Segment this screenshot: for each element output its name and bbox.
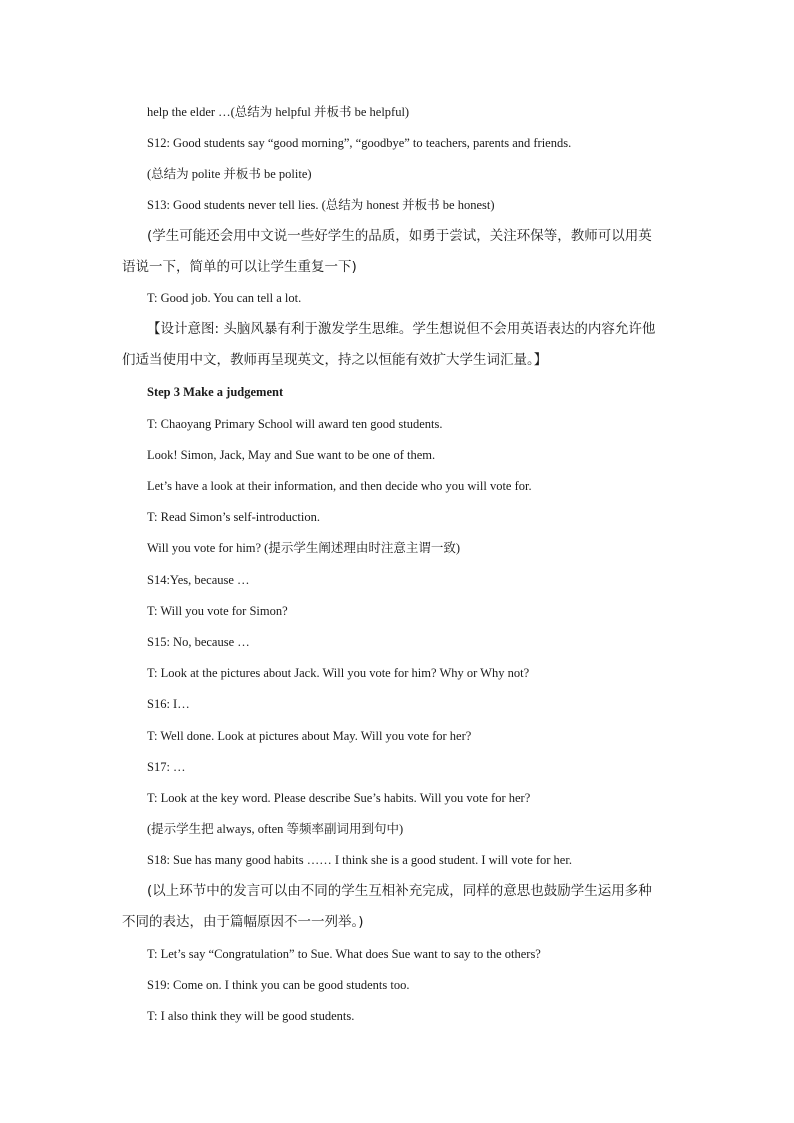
text-line: Look! Simon, Jack, May and Sue want to be one of them.	[147, 448, 436, 462]
text-line: T: Look at the pictures about Jack. Will you vote for him? Why or Why not?	[147, 666, 530, 680]
text-line: T: Will you vote for Simon?	[147, 604, 288, 618]
text-line: T: Let’s say “Congratulation” to Sue. What does Sue want to say to the others?	[147, 947, 541, 961]
section-heading: Step 3 Make a judgement	[147, 385, 284, 399]
text-line: T: I also think they will be good students.	[147, 1009, 355, 1023]
text-line: help the elder …(总结为 helpful 并板书 be helpful)	[147, 105, 410, 119]
text-line: 语说一下，简单的可以让学生重复一下)	[122, 259, 357, 275]
text-line: T: Read Simon’s self-introduction.	[147, 510, 320, 524]
text-line: T: Good job. You can tell a lot.	[147, 291, 302, 305]
text-line: S16: I…	[147, 697, 190, 711]
text-line: (以上环节中的发言可以由不同的学生互相补充完成，同样的意思也鼓励学生运用多种	[147, 883, 652, 899]
text-line: S15: No, because …	[147, 635, 250, 649]
design-intent-note: 【设计意图: 头脑风暴有利于激发学生思维。学生想说但不会用英语表达的内容允许他	[147, 321, 656, 337]
text-line: (学生可能还会用中文说一些好学生的品质，如勇于尝试，关注环保等，教师可以用英	[147, 228, 652, 244]
text-line: (提示学生把 always, often 等频率副词用到句中)	[147, 822, 404, 836]
text-line: S14:Yes, because …	[147, 573, 250, 587]
text-line: S12: Good students say “good morning”, “goodbye” to teachers, parents and friends.	[147, 136, 572, 150]
text-line: Let’s have a look at their information, and then decide who you will vote for.	[147, 479, 532, 493]
text-line: T: Look at the key word. Please describe Sue’s habits. Will you vote for her?	[147, 791, 531, 805]
text-line: T: Well done. Look at pictures about May. Will you vote for her?	[147, 729, 472, 743]
text-line: S19: Come on. I think you can be good students too.	[147, 978, 410, 992]
text-line: S17: …	[147, 760, 186, 774]
text-line: T: Chaoyang Primary School will award ten good students.	[147, 417, 443, 431]
text-line: S18: Sue has many good habits …… I think she is a good student. I will vote for her.	[147, 853, 572, 867]
design-intent-note: 们适当使用中文，教师再呈现英文，持之以恒能有效扩大学生词汇量。】	[122, 352, 548, 368]
text-line: 不同的表达，由于篇幅原因不一一列举。)	[122, 914, 364, 930]
text-line: S13: Good students never tell lies. (总结为 honest 并板书 be honest)	[147, 198, 495, 212]
text-line: (总结为 polite 并板书 be polite)	[147, 167, 312, 181]
text-line: Will you vote for him? (提示学生阐述理由时注意主谓一致)	[147, 541, 461, 555]
